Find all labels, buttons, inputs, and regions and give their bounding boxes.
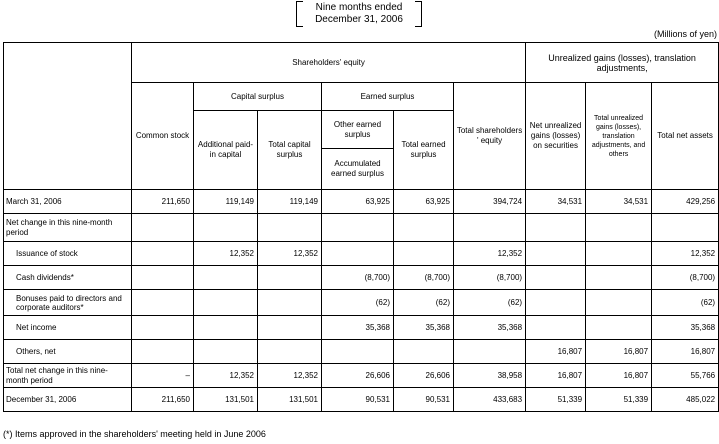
cell — [258, 340, 322, 364]
cell: 211,650 — [132, 190, 194, 214]
cell: 12,352 — [258, 364, 322, 388]
cell: 16,807 — [526, 340, 586, 364]
cell — [194, 290, 258, 316]
cell: – — [132, 364, 194, 388]
cell: (62) — [394, 290, 454, 316]
table-row — [4, 340, 719, 364]
period-line-1: Nine months ended — [315, 2, 403, 13]
cell: 35,368 — [652, 316, 719, 340]
net-unrealized-securities-header: Net unrealized gains (losses) on securities — [526, 83, 586, 190]
cell: 90,531 — [322, 388, 394, 412]
accumulated-earned-surplus-header: Accumulated earned surplus — [322, 149, 394, 190]
cell — [258, 266, 322, 290]
cell — [394, 242, 454, 266]
cell: 16,807 — [526, 364, 586, 388]
cell — [652, 214, 719, 242]
cell: 16,807 — [586, 364, 652, 388]
cell — [322, 340, 394, 364]
cell — [258, 214, 322, 242]
cell: 63,925 — [394, 190, 454, 214]
cell: 34,531 — [526, 190, 586, 214]
cell — [526, 290, 586, 316]
cell: 394,724 — [454, 190, 526, 214]
row-label: December 31, 2006 — [4, 388, 132, 412]
cell: 429,256 — [652, 190, 719, 214]
cell — [454, 340, 526, 364]
capital-surplus-header: Capital surplus — [194, 83, 322, 111]
table-row — [4, 388, 719, 412]
table-row — [4, 242, 719, 266]
cell — [194, 340, 258, 364]
cell — [132, 290, 194, 316]
footnote: (*) Items approved in the shareholders' meeting held in June 2006 — [3, 429, 266, 439]
cell — [586, 266, 652, 290]
total-capital-surplus-header: Total capital surplus — [258, 111, 322, 190]
cell: 35,368 — [394, 316, 454, 340]
cell — [322, 214, 394, 242]
cell — [586, 214, 652, 242]
cell — [586, 242, 652, 266]
cell: 35,368 — [322, 316, 394, 340]
cell: 433,683 — [454, 388, 526, 412]
table-row — [4, 290, 719, 316]
cell: (62) — [322, 290, 394, 316]
cell: 131,501 — [258, 388, 322, 412]
cell — [132, 242, 194, 266]
cell — [132, 214, 194, 242]
table-row — [4, 266, 719, 290]
row-label: Others, net — [4, 340, 132, 364]
cell — [132, 266, 194, 290]
period-header — [296, 1, 422, 27]
earned-surplus-header: Earned surplus — [322, 83, 454, 111]
cell: 38,958 — [454, 364, 526, 388]
cell — [394, 214, 454, 242]
other-earned-surplus-header: Other earned surplus — [322, 111, 394, 149]
cell: (8,700) — [652, 266, 719, 290]
cell: 12,352 — [258, 242, 322, 266]
cell: (8,700) — [322, 266, 394, 290]
cell: 12,352 — [194, 242, 258, 266]
cell: 26,606 — [322, 364, 394, 388]
row-label: Cash dividends* — [4, 266, 132, 290]
row-label: March 31, 2006 — [4, 190, 132, 214]
row-label: Net change in this nine-month period — [4, 214, 132, 242]
cell — [526, 214, 586, 242]
cell — [526, 242, 586, 266]
cell: 211,650 — [132, 388, 194, 412]
additional-paid-in-header: Additional paid-in capital — [194, 111, 258, 190]
table-row — [4, 316, 719, 340]
total-unrealized-header: Total unrealized gains (losses), translation adjustments, and others — [586, 83, 652, 190]
cell — [258, 316, 322, 340]
row-label: Issuance of stock — [4, 242, 132, 266]
header-row-1 — [4, 43, 719, 83]
unit-label: (Millions of yen) — [653, 29, 717, 39]
cell — [394, 340, 454, 364]
cell — [526, 316, 586, 340]
total-shareholders-equity-header: Total shareholders ' equity — [454, 83, 526, 190]
cell: 131,501 — [194, 388, 258, 412]
cell — [132, 340, 194, 364]
shareholders-equity-header: Shareholders' equity — [132, 43, 526, 83]
cell — [132, 316, 194, 340]
unrealized-group-header: Unrealized gains (losses), translation adjustments, — [526, 43, 719, 83]
cell — [586, 290, 652, 316]
cell: 12,352 — [194, 364, 258, 388]
row-label: Bonuses paid to directors and corporate auditors* — [4, 290, 132, 316]
row-label: Net income — [4, 316, 132, 340]
header-corner — [4, 43, 132, 190]
cell: 119,149 — [194, 190, 258, 214]
table-row — [4, 214, 719, 242]
total-net-assets-header: Total net assets — [652, 83, 719, 190]
cell — [586, 316, 652, 340]
cell: (8,700) — [454, 266, 526, 290]
total-earned-surplus-header: Total earned surplus — [394, 111, 454, 190]
cell — [194, 214, 258, 242]
cell — [526, 266, 586, 290]
table-row — [4, 364, 719, 388]
common-stock-header: Common stock — [132, 83, 194, 190]
cell: 35,368 — [454, 316, 526, 340]
equity-statement-table — [3, 42, 719, 412]
cell — [194, 266, 258, 290]
cell: 55,766 — [652, 364, 719, 388]
cell: (62) — [652, 290, 719, 316]
cell: 119,149 — [258, 190, 322, 214]
cell: (8,700) — [394, 266, 454, 290]
row-label: Total net change in this nine-month period — [4, 364, 132, 388]
period-line-2: December 31, 2006 — [315, 14, 403, 25]
cell: 63,925 — [322, 190, 394, 214]
cell: 16,807 — [586, 340, 652, 364]
cell — [194, 316, 258, 340]
cell: 12,352 — [454, 242, 526, 266]
cell: (62) — [454, 290, 526, 316]
cell: 16,807 — [652, 340, 719, 364]
cell — [322, 242, 394, 266]
table-row — [4, 190, 719, 214]
cell: 51,339 — [586, 388, 652, 412]
cell — [258, 290, 322, 316]
cell: 34,531 — [586, 190, 652, 214]
cell: 12,352 — [652, 242, 719, 266]
cell: 26,606 — [394, 364, 454, 388]
cell: 485,022 — [652, 388, 719, 412]
cell: 51,339 — [526, 388, 586, 412]
cell — [454, 214, 526, 242]
cell: 90,531 — [394, 388, 454, 412]
